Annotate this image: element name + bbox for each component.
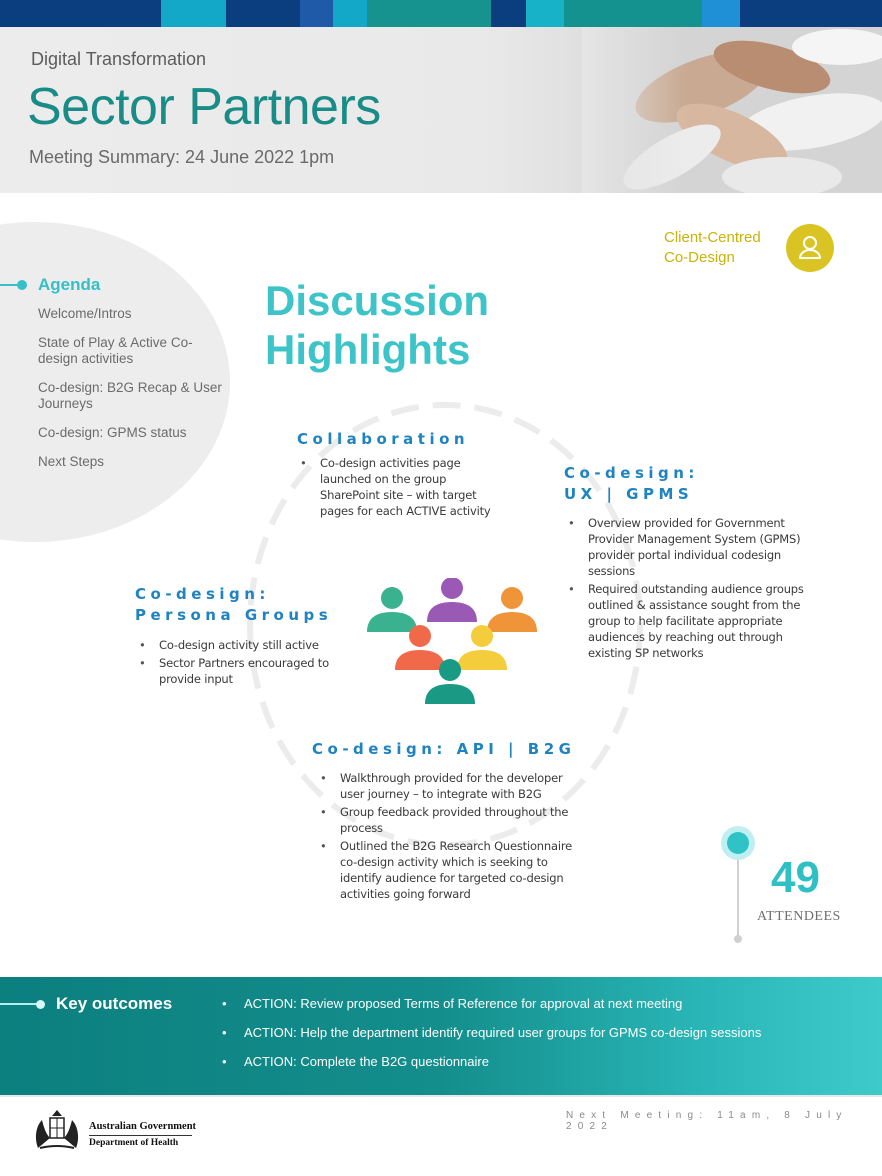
attendees-end-dot-icon xyxy=(734,935,742,943)
gov-divider xyxy=(89,1135,192,1136)
api-b2g-bullet: • Outlined the B2G Research Questionnaire co-design activity which is seeking to identify audience for targeted co-design activities going forward xyxy=(318,838,586,902)
persona-bullet: • Co-design activity still active xyxy=(137,637,333,653)
ux-gpms-bullet: • Required outstanding audience groups outlined & assistance sought from the group to help facilitate appropriate audiences by reaching out through existing SP networks xyxy=(566,581,810,661)
page-title: Sector Partners xyxy=(27,78,381,136)
strip-segment xyxy=(161,0,226,27)
persona-bullet: • Sector Partners encouraged to provide input xyxy=(137,655,333,687)
strip-segment xyxy=(226,0,300,27)
collaboration-bullet: • Co-design activities page launched on the group SharePoint site – with target pages for each ACTIVE activity xyxy=(298,455,508,519)
strip-segment xyxy=(0,0,108,27)
strip-segment xyxy=(333,0,367,27)
strip-segment xyxy=(300,0,333,27)
agenda-item: Co-design: B2G Recap & User Journeys xyxy=(38,380,222,411)
key-outcome-item: • ACTION: Review proposed Terms of Reference for approval at next meeting xyxy=(222,996,761,1011)
agenda-title: Agenda xyxy=(38,275,101,294)
attendees-dot-icon xyxy=(727,832,749,854)
client-centred-line1: Client-Centred xyxy=(664,229,761,246)
key-outcomes-bullet-icon xyxy=(36,1000,45,1009)
persona-list xyxy=(137,637,333,689)
discussion-highlights-heading xyxy=(265,276,489,374)
hands-photo xyxy=(582,27,882,193)
agenda-item: Next Steps xyxy=(38,454,105,469)
gov-name: Australian Government xyxy=(89,1121,197,1132)
ux-gpms-list xyxy=(566,515,810,663)
persona-heading-line2: Persona Groups xyxy=(135,606,333,624)
header-subtitle: Digital Transformation xyxy=(31,49,207,69)
collaboration-list xyxy=(298,455,508,521)
person-figure xyxy=(427,578,477,622)
attendees-label: ATTENDEES xyxy=(757,909,841,924)
key-outcomes-banner xyxy=(0,977,882,1095)
top-color-strip xyxy=(0,0,882,27)
ux-gpms-heading xyxy=(564,463,699,505)
strip-segment xyxy=(491,0,526,27)
people-group-icon xyxy=(362,578,542,708)
collaboration-heading: Collaboration xyxy=(297,430,470,448)
agenda-item: Co-design: GPMS status xyxy=(38,425,187,440)
api-b2g-bullet: • Walkthrough provided for the developer user journey – to integrate with B2G xyxy=(318,770,586,802)
agenda-item: Welcome/Intros xyxy=(38,306,132,321)
meeting-date: Meeting Summary: 24 June 2022 1pm xyxy=(29,147,335,167)
strip-segment xyxy=(740,0,882,27)
gov-department: Department of Health xyxy=(89,1138,179,1148)
client-centred-line2: Co-Design xyxy=(664,249,735,266)
key-outcomes-connector-line xyxy=(0,1003,38,1005)
strip-segment xyxy=(702,0,740,27)
ux-gpms-bullet: • Overview provided for Government Provider Management System (GPMS) provider portal individual codesign sessions xyxy=(566,515,810,579)
strip-segment xyxy=(367,0,491,27)
header-banner xyxy=(0,27,882,193)
client-centred-label xyxy=(664,228,784,268)
user-icon xyxy=(786,224,834,272)
strip-segment xyxy=(108,0,161,27)
next-meeting: Next Meeting: 11am, 8 July 2022 xyxy=(566,1110,848,1132)
persona-heading-line1: Co-design: xyxy=(135,585,270,603)
commonwealth-crest-icon xyxy=(30,1108,84,1152)
key-outcomes-title: Key outcomes xyxy=(56,994,173,1013)
ux-gpms-heading-line2: UX | GPMS xyxy=(564,485,694,503)
api-b2g-list xyxy=(318,770,586,904)
key-outcomes-list xyxy=(222,996,761,1083)
agenda-bullet-icon xyxy=(17,280,27,290)
ux-gpms-heading-line1: Co-design: xyxy=(564,464,699,482)
footer-divider xyxy=(0,1095,882,1097)
persona-groups-heading xyxy=(135,584,332,626)
strip-segment xyxy=(526,0,564,27)
person-figure xyxy=(367,587,417,632)
strip-segment xyxy=(564,0,702,27)
discussion-line2: Highlights xyxy=(265,326,471,373)
api-b2g-bullet: • Group feedback provided throughout the process xyxy=(318,804,586,836)
key-outcome-item: • ACTION: Complete the B2G questionnaire xyxy=(222,1054,761,1069)
agenda-item: State of Play & Active Co-design activities xyxy=(38,335,193,366)
key-outcome-item: • ACTION: Help the department identify required user groups for GPMS co-design sessions xyxy=(222,1025,761,1040)
agenda-list xyxy=(38,306,228,483)
attendees-connector-line xyxy=(737,850,739,938)
discussion-line1: Discussion xyxy=(265,277,490,324)
person-figure xyxy=(487,587,537,632)
api-b2g-heading: Co-design: API | B2G xyxy=(312,740,576,758)
attendees-count: 49 xyxy=(771,853,820,902)
